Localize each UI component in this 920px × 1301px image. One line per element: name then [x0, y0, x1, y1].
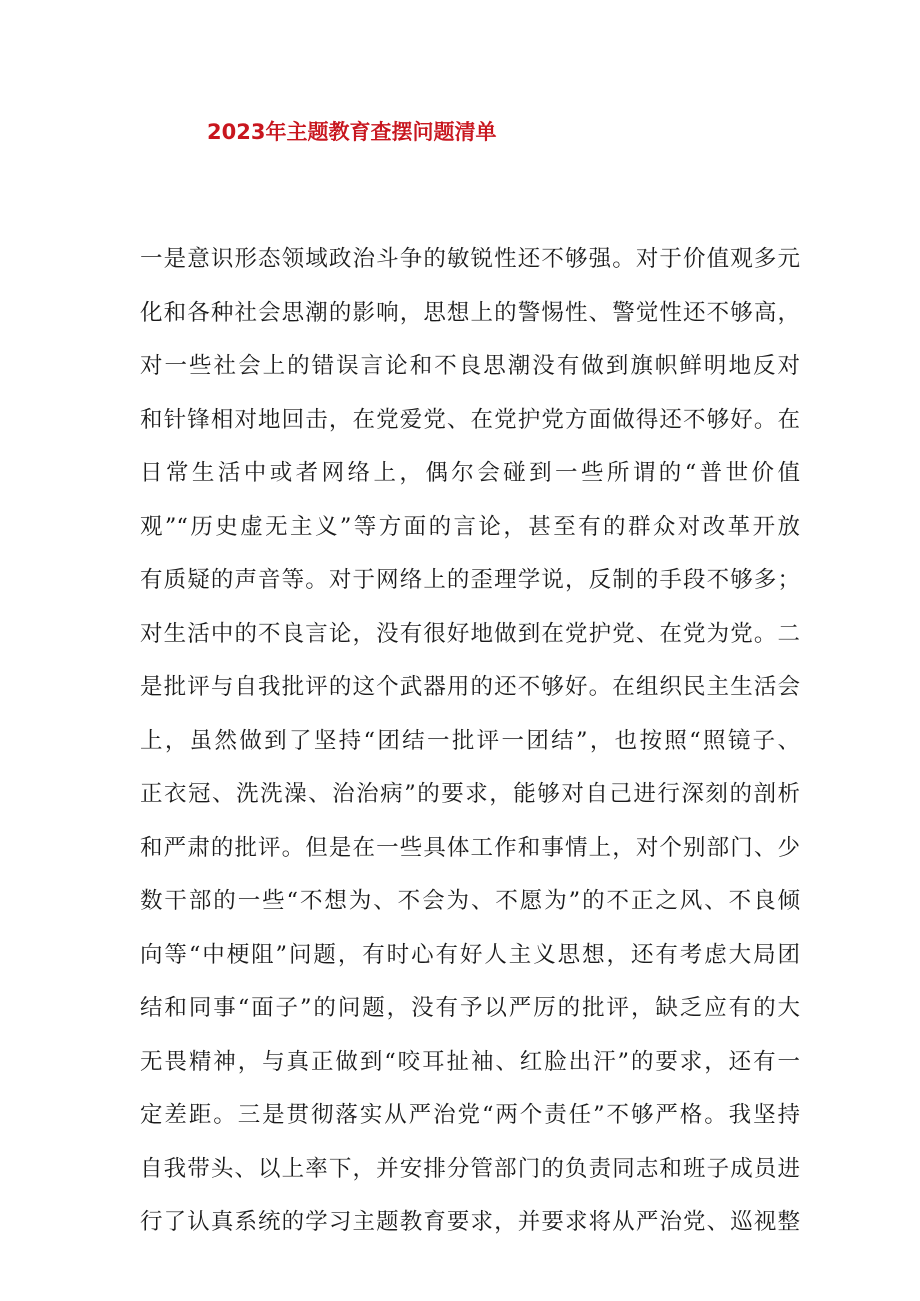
body-line: 对生活中的不良言论，没有很好地做到在党护党、在党为党。二 [140, 620, 800, 647]
body-line: 和针锋相对地回击，在党爱党、在党护党方面做得还不够好。在 [140, 406, 800, 433]
body-line: 自我带头、以上率下，并安排分管部门的负责同志和班子成员进 [140, 1155, 800, 1182]
body-line: 定差距。三是贯彻落实从严治党“两个责任”不够严格。我坚持 [140, 1102, 800, 1128]
body-line: 观”“历史虚无主义”等方面的言论，甚至有的群众对改革开放 [140, 513, 800, 540]
body-line: 日常生活中或者网络上，偶尔会碰到一些所谓的“普世价值 [140, 460, 800, 486]
body-line: 行了认真系统的学习主题教育要求，并要求将从严治党、巡视整 [140, 1209, 800, 1235]
body-line: 化和各种社会思潮的影响，思想上的警惕性、警觉性还不够高， [140, 299, 800, 326]
body-line: 上，虽然做到了坚持“团结一批评一团结”，也按照“照镜子、 [140, 727, 800, 754]
body-line: 正衣冠、洗洗澡、治治病”的要求，能够对自己进行深刻的剖析 [140, 781, 800, 807]
body-line: 有质疑的声音等。对于网络上的歪理学说，反制的手段不够多； [140, 567, 800, 593]
body-line: 数干部的一些“不想为、不会为、不愿为”的不正之风、不良倾 [140, 888, 800, 914]
document-title: 2023年主题教育查摆问题清单 [207, 120, 497, 144]
body-line: 无畏精神，与真正做到“咬耳扯袖、红脸出汗”的要求，还有一 [140, 1048, 800, 1075]
body-line: 结和同事“面子”的问题，没有予以严厉的批评，缺乏应有的大 [140, 995, 800, 1021]
document-body [140, 233, 800, 1250]
body-line: 是批评与自我批评的这个武器用的还不够好。在组织民主生活会 [140, 674, 800, 700]
body-line: 对一些社会上的错误言论和不良思潮没有做到旗帜鲜明地反对 [140, 353, 800, 379]
body-line: 向等“中梗阻”问题，有时心有好人主义思想，还有考虑大局团 [140, 941, 800, 968]
body-line: 一是意识形态领域政治斗争的敏锐性还不够强。对于价值观多元 [140, 246, 800, 272]
body-line: 和严肃的批评。但是在一些具体工作和事情上，对个别部门、少 [140, 834, 800, 861]
